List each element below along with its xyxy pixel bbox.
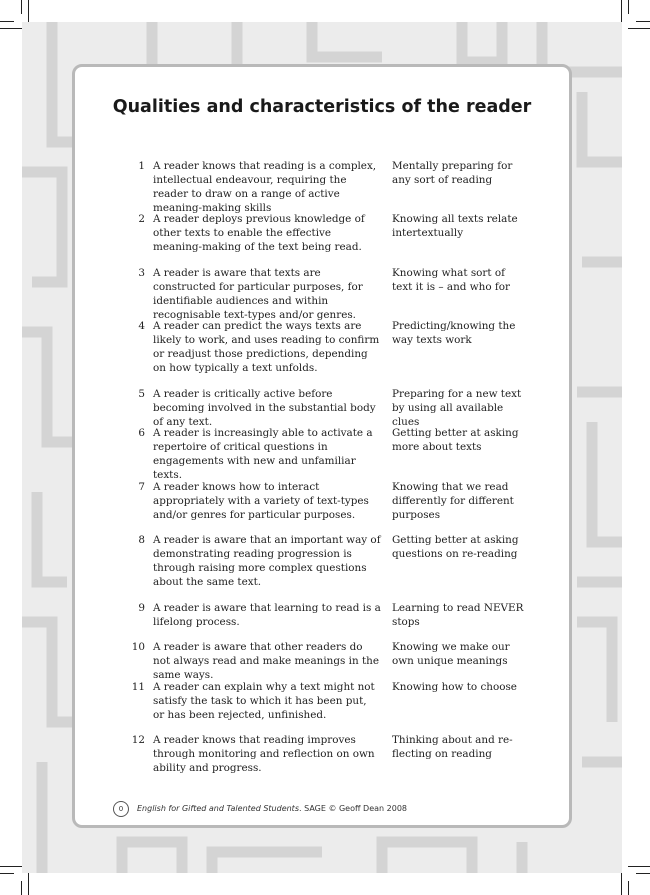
item-quality: A reader is aware that learning to read is a lifelong process. xyxy=(153,602,381,629)
item-quality: A reader deploys previous knowledge of other texts to enable the effective meaning-making of the text being read. xyxy=(153,213,365,254)
crop-mark xyxy=(636,873,650,874)
page-footer xyxy=(113,801,533,821)
item-number: 2 xyxy=(138,213,145,225)
item-number: 3 xyxy=(138,267,145,279)
crop-mark xyxy=(21,881,22,895)
crop-mark xyxy=(0,28,22,29)
crop-mark xyxy=(0,873,14,874)
item-quality: A reader can explain why a text might not satisfy the task to which it has been put, or has been rejected, unfinished. xyxy=(153,681,375,722)
item-characteristic: Getting better at asking more about texts xyxy=(392,427,519,454)
item-quality: A reader knows that reading is a complex, intellectual endeavour, requiring the reader to draw on a range of active meaning-making skills xyxy=(153,160,377,215)
item-number: 12 xyxy=(131,734,145,746)
book-title: English for Gifted and Talented Students xyxy=(137,804,299,813)
item-characteristic: Getting better at asking questions on re-reading xyxy=(392,534,519,561)
content-panel xyxy=(72,64,572,828)
crop-mark xyxy=(21,0,22,14)
item-characteristic: Knowing that we read differently for different purposes xyxy=(392,481,514,522)
item-quality: A reader knows that reading improves through monitoring and reflection on own ability and progress. xyxy=(153,734,375,775)
item-quality: A reader is aware that texts are constructed for particular purposes, for identifiable audiences and within recognisable text-types and/or genres. xyxy=(153,267,363,322)
crop-mark xyxy=(621,0,622,22)
crop-mark xyxy=(621,873,622,895)
crop-mark xyxy=(636,21,650,22)
item-characteristic: Learning to read NEVER stops xyxy=(392,602,524,629)
footer-credit xyxy=(137,804,407,813)
crop-mark xyxy=(28,873,29,895)
item-number: 8 xyxy=(138,534,145,546)
crop-mark xyxy=(0,21,14,22)
item-number: 7 xyxy=(138,481,145,493)
crop-mark xyxy=(628,0,629,14)
crop-mark xyxy=(628,881,629,895)
item-characteristic: Predicting/knowing the way texts work xyxy=(392,320,516,347)
item-characteristic: Knowing how to choose xyxy=(392,681,517,693)
item-number: 1 xyxy=(138,160,145,172)
item-quality: A reader can predict the ways texts are likely to work, and uses reading to confirm or readjust those predictions, depending on how typically a text unfolds. xyxy=(153,320,380,375)
crop-mark xyxy=(628,28,650,29)
item-quality: A reader is aware that other readers do not always read and make meanings in the same ways. xyxy=(153,641,379,682)
crop-mark xyxy=(28,0,29,22)
item-characteristic: Mentally preparing for any sort of reading xyxy=(392,160,513,187)
item-characteristic: Thinking about and re-flecting on reading xyxy=(392,734,513,761)
copyright-text: . SAGE © Geoff Dean 2008 xyxy=(299,804,408,813)
page-number-badge: 0 xyxy=(113,801,129,817)
item-characteristic: Knowing all texts relate intertextually xyxy=(392,213,518,240)
item-number: 5 xyxy=(138,388,145,400)
item-number: 11 xyxy=(131,681,145,693)
item-quality: A reader is increasingly able to activate a repertoire of critical questions in engagements with new and unfamiliar texts. xyxy=(153,427,373,482)
crop-mark xyxy=(628,866,650,867)
item-number: 6 xyxy=(138,427,145,439)
item-characteristic: Preparing for a new text by using all available clues xyxy=(392,388,522,429)
item-quality: A reader is critically active before becoming involved in the substantial body of any text. xyxy=(153,388,376,429)
item-number: 10 xyxy=(131,641,145,653)
item-number: 4 xyxy=(138,320,145,332)
item-number: 9 xyxy=(138,602,145,614)
item-quality: A reader is aware that an important way of demonstrating reading progression is through raising more complex questions about the same text. xyxy=(153,534,381,589)
crop-mark xyxy=(0,866,22,867)
item-characteristic: Knowing what sort of text it is – and who for xyxy=(392,267,510,294)
item-quality: A reader knows how to interact appropriately with a variety of text-types and/or genres for particular purposes. xyxy=(153,481,369,522)
page-title: Qualities and characteristics of the reader xyxy=(112,97,532,117)
item-characteristic: Knowing we make our own unique meanings xyxy=(392,641,510,668)
